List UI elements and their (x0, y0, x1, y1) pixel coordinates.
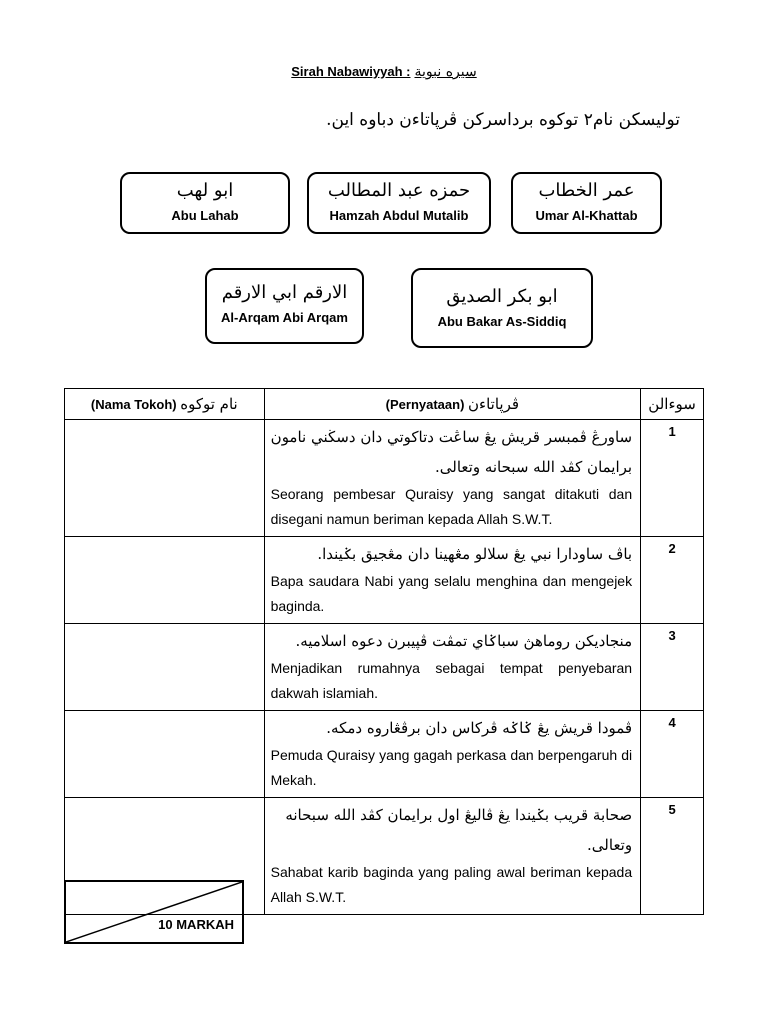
name-card-abu-bakar (411, 268, 593, 348)
marks-box (64, 880, 244, 944)
statement-cell (264, 798, 641, 915)
marks-diagonal-line (66, 882, 242, 942)
statement-jawi: باڤ ساودارا نبي يڠ سلالو مڠهينا دان مڠجيق بݢيندا. (317, 545, 633, 563)
card-jawi: الارقم ابي الارقم (221, 282, 348, 303)
statement-rumi: Menjadikan rumahnya sebagai tempat penyebaran dakwah islamiah. (270, 660, 633, 701)
answer-cell[interactable] (65, 624, 265, 711)
statement-jawi: صحابة قريب بݢيندا يڠ ڤاليڠ اول برايمان کڤد الله سبحانه وتعالى. (285, 806, 633, 854)
name-card-al-arqam (205, 268, 364, 344)
marks-label: 10 MARKAH (158, 917, 234, 932)
card-rumi: Abu Lahab (171, 208, 239, 223)
card-rumi: Al-Arqam Abi Arqam (221, 310, 348, 325)
table-row (65, 420, 704, 537)
question-number: 3 (641, 624, 704, 711)
name-card-hamzah (307, 172, 491, 234)
question-number: 4 (641, 711, 704, 798)
card-rumi: Hamzah Abdul Mutalib (329, 208, 469, 223)
statement-cell (264, 537, 641, 624)
answer-cell[interactable] (65, 537, 265, 624)
answer-cell[interactable] (65, 420, 265, 537)
table-row (65, 624, 704, 711)
question-number: 2 (641, 537, 704, 624)
answer-cell[interactable] (65, 711, 265, 798)
card-jawi: ابو بكر الصديق (446, 286, 558, 307)
card-rumi: Umar Al-Khattab (535, 208, 638, 223)
title-jawi: سيره نبوية (414, 64, 477, 80)
name-card-umar (511, 172, 662, 234)
statement-rumi: Pemuda Quraisy yang gagah perkasa dan berpengaruh di Mekah. (270, 747, 633, 788)
page-title (0, 64, 768, 80)
statement-cell (264, 624, 641, 711)
header-question: سوءالن (641, 389, 704, 420)
card-jawi: عمر الخطاب (538, 180, 635, 201)
statement-rumi: Seorang pembesar Quraisy yang sangat ditakuti dan disegani namun beriman kepada Allah S.W.T. (270, 486, 633, 527)
header-name: (Nama Tokoh) نام توكوه (65, 389, 265, 420)
card-jawi: حمزه عبد المطالب (327, 180, 471, 201)
instruction-text: توليسكن نام٢ توكوه برداسركن ڤرپاتاءن دباوه اين. (326, 110, 680, 130)
table-row (65, 711, 704, 798)
question-number: 1 (641, 420, 704, 537)
statement-jawi: ساورڠ ڤمبسر قريش يڠ ساڠت دتاکوتي دان دسڬني نامون برايمان کڤد الله سبحانه وتعالى. (270, 428, 633, 476)
matching-table (64, 388, 704, 915)
statement-cell (264, 711, 641, 798)
statement-rumi: Sahabat karib baginda yang paling awal beriman kepada Allah S.W.T. (270, 864, 633, 905)
question-number: 5 (641, 798, 704, 915)
title-rumi: Sirah Nabawiyyah : (291, 64, 411, 79)
header-statement: (Pernyataan) ڤرپاتاءن (264, 389, 641, 420)
statement-rumi: Bapa saudara Nabi yang selalu menghina dan mengejek baginda. (270, 573, 633, 614)
table-row (65, 537, 704, 624)
card-rumi: Abu Bakar As-Siddiq (437, 314, 567, 329)
statement-jawi: منجاديکن روماهڽ سباݢاي تمڤت ڤڽيبرن دعوه اسلاميه. (295, 632, 633, 650)
statement-jawi: ڤمودا قريش يڠ ݢاݢه ڤرکاس دان برڤڠاروه دمکه. (326, 719, 633, 737)
table-header-row (65, 389, 704, 420)
name-card-abu-lahab (120, 172, 290, 234)
statement-cell (264, 420, 641, 537)
card-jawi: ابو لهب (176, 180, 234, 201)
